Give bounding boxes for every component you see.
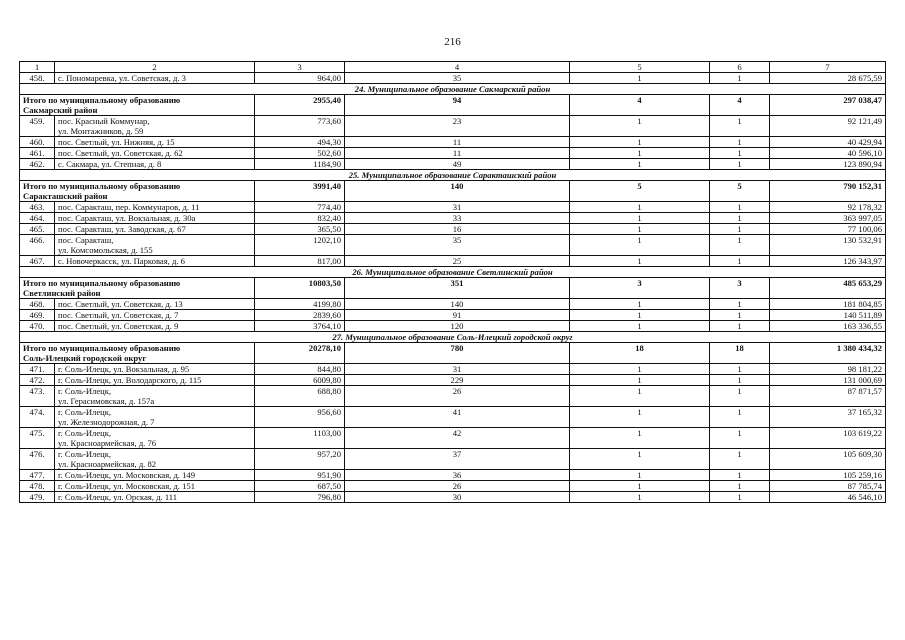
address-line: ул. Комсомольская, д. 155 [58,245,153,255]
count-cell: 1 [710,449,770,470]
address-line: г. Соль-Илецк, ул. Вокзальная, д. 95 [58,364,190,374]
address-line: г. Соль-Илецк, [58,407,112,417]
address-cell [55,73,255,84]
address-cell [55,235,255,256]
address-line: пос. Саракташ, [58,235,114,245]
buildings-cell: 1 [570,235,710,256]
buildings-cell: 1 [570,449,710,470]
buildings-cell: 1 [570,148,710,159]
row-number: 469. [20,310,55,321]
table-row [20,375,886,386]
area-cell: 688,80 [255,386,345,407]
address-line: с. Пономаревка, ул. Советская, д. 3 [58,73,186,83]
area-cell: 773,60 [255,116,345,137]
cost-cell: 28 675,59 [770,73,886,84]
address-cell [55,321,255,332]
count-cell: 1 [710,235,770,256]
cost-cell: 181 804,85 [770,299,886,310]
address-cell [55,137,255,148]
total-label-line: Итого по муниципальному образованию [23,181,181,191]
table-row [20,224,886,235]
column-number: 6 [710,62,770,73]
section-title: 26. Муниципальное образование Светлинский район [20,267,886,278]
table-row [20,428,886,449]
address-line: пос. Светлый, ул. Нижняя, д. 15 [58,137,175,147]
total-area: 10803,50 [255,278,345,299]
address-line: с. Сакмара, ул. Степная, д. 8 [58,159,162,169]
address-cell [55,202,255,213]
buildings-cell: 1 [570,470,710,481]
cost-cell: 363 997,05 [770,213,886,224]
section-header-row [20,84,886,95]
table-row [20,116,886,137]
area-cell: 956,60 [255,407,345,428]
residents-cell: 11 [345,137,570,148]
address-cell [55,213,255,224]
address-line: с. Новочеркасск, ул. Парковая, д. 6 [58,256,185,266]
total-residents: 351 [345,278,570,299]
table-row [20,492,886,503]
total-label [20,278,255,299]
cost-cell: 126 343,97 [770,256,886,267]
area-cell: 1184,90 [255,159,345,170]
page-number: 216 [444,36,461,48]
table-row [20,407,886,428]
count-cell: 1 [710,470,770,481]
address-line: пос. Саракташ, пер. Коммунаров, д. 11 [58,202,200,212]
area-cell: 687,50 [255,481,345,492]
buildings-cell: 1 [570,202,710,213]
total-label-line: Светлинский район [23,288,101,298]
address-line: ул. Герасимовская, д. 157а [58,396,155,406]
address-cell [55,375,255,386]
column-number: 4 [345,62,570,73]
area-cell: 1103,00 [255,428,345,449]
table-row [20,481,886,492]
row-number: 472. [20,375,55,386]
address-line: пос. Саракташ, ул. Вокзальная, д. 30а [58,213,196,223]
total-label [20,181,255,202]
area-cell: 3764,10 [255,321,345,332]
address-cell [55,364,255,375]
address-cell [55,481,255,492]
residents-cell: 31 [345,364,570,375]
table-row [20,137,886,148]
cost-cell: 46 546,10 [770,492,886,503]
row-number: 465. [20,224,55,235]
area-cell: 1202,10 [255,235,345,256]
buildings-cell: 1 [570,492,710,503]
table-row [20,202,886,213]
residents-cell: 91 [345,310,570,321]
address-line: г. Соль-Илецк, [58,386,112,396]
total-buildings: 18 [570,343,710,364]
table-row [20,299,886,310]
count-cell: 1 [710,116,770,137]
total-cost: 790 152,31 [770,181,886,202]
count-cell: 1 [710,492,770,503]
address-cell [55,224,255,235]
cost-cell: 87 871,57 [770,386,886,407]
cost-cell: 105 609,30 [770,449,886,470]
row-number: 478. [20,481,55,492]
address-line: г. Соль-Илецк, ул. Московская, д. 149 [58,470,195,480]
area-cell: 6009,80 [255,375,345,386]
total-area: 3991,40 [255,181,345,202]
total-row [20,181,886,202]
total-label-line: Итого по муниципальному образованию [23,343,181,353]
cost-cell: 77 100,06 [770,224,886,235]
row-number: 464. [20,213,55,224]
residents-cell: 11 [345,148,570,159]
total-cost: 1 380 434,32 [770,343,886,364]
address-cell [55,310,255,321]
total-row [20,278,886,299]
count-cell: 1 [710,148,770,159]
row-number: 473. [20,386,55,407]
total-label-line: Итого по муниципальному образованию [23,95,181,105]
table-row [20,449,886,470]
cost-cell: 105 259,16 [770,470,886,481]
address-cell [55,492,255,503]
total-count: 18 [710,343,770,364]
section-header-row [20,170,886,181]
cost-cell: 131 000,69 [770,375,886,386]
total-buildings: 4 [570,95,710,116]
count-cell: 1 [710,407,770,428]
area-cell: 502,60 [255,148,345,159]
buildings-cell: 1 [570,116,710,137]
residents-cell: 35 [345,235,570,256]
table-row [20,470,886,481]
column-number: 3 [255,62,345,73]
total-count: 5 [710,181,770,202]
row-number: 475. [20,428,55,449]
address-cell [55,299,255,310]
registry-table [19,61,886,503]
residents-cell: 31 [345,202,570,213]
column-number-row [20,62,886,73]
total-label [20,95,255,116]
area-cell: 494,30 [255,137,345,148]
address-line: г. Соль-Илецк, [58,449,112,459]
table-row [20,73,886,84]
buildings-cell: 1 [570,321,710,332]
address-cell [55,148,255,159]
row-number: 466. [20,235,55,256]
address-cell [55,428,255,449]
address-line: пос. Светлый, ул. Советская, д. 62 [58,148,183,158]
residents-cell: 23 [345,116,570,137]
residents-cell: 42 [345,428,570,449]
area-cell: 774,40 [255,202,345,213]
address-cell [55,470,255,481]
count-cell: 1 [710,137,770,148]
residents-cell: 33 [345,213,570,224]
total-area: 20278,10 [255,343,345,364]
count-cell: 1 [710,256,770,267]
area-cell: 2839,60 [255,310,345,321]
cost-cell: 40 596,10 [770,148,886,159]
row-number: 459. [20,116,55,137]
cost-cell: 98 181,22 [770,364,886,375]
table-row [20,159,886,170]
count-cell: 1 [710,321,770,332]
address-line: г. Соль-Илецк, [58,428,112,438]
count-cell: 1 [710,299,770,310]
address-line: пос. Светлый, ул. Советская, д. 13 [58,299,183,309]
cost-cell: 87 785,74 [770,481,886,492]
area-cell: 964,00 [255,73,345,84]
residents-cell: 140 [345,299,570,310]
cost-cell: 163 336,55 [770,321,886,332]
cost-cell: 140 511,89 [770,310,886,321]
residents-cell: 37 [345,449,570,470]
count-cell: 1 [710,428,770,449]
count-cell: 1 [710,213,770,224]
row-number: 474. [20,407,55,428]
column-number: 1 [20,62,55,73]
total-area: 2955,40 [255,95,345,116]
address-cell [55,159,255,170]
address-line: г. Соль-Илецк, ул. Володарского, д. 115 [58,375,202,385]
count-cell: 1 [710,73,770,84]
total-cost: 297 038,47 [770,95,886,116]
count-cell: 1 [710,224,770,235]
row-number: 462. [20,159,55,170]
table-row [20,213,886,224]
section-header-row [20,267,886,278]
column-number: 5 [570,62,710,73]
residents-cell: 41 [345,407,570,428]
cost-cell: 37 165,32 [770,407,886,428]
address-line: пос. Светлый, ул. Советская, д. 9 [58,321,179,331]
table-row [20,235,886,256]
count-cell: 1 [710,375,770,386]
row-number: 461. [20,148,55,159]
total-residents: 780 [345,343,570,364]
total-buildings: 5 [570,181,710,202]
column-number: 2 [55,62,255,73]
row-number: 471. [20,364,55,375]
buildings-cell: 1 [570,310,710,321]
residents-cell: 36 [345,470,570,481]
cost-cell: 103 619,22 [770,428,886,449]
residents-cell: 35 [345,73,570,84]
row-number: 476. [20,449,55,470]
cost-cell: 40 429,94 [770,137,886,148]
table-row [20,386,886,407]
row-number: 458. [20,73,55,84]
section-header-row [20,332,886,343]
row-number: 468. [20,299,55,310]
total-row [20,343,886,364]
address-line: г. Соль-Илецк, ул. Московская, д. 151 [58,481,195,491]
total-label-line: Сакмарский район [23,105,98,115]
buildings-cell: 1 [570,299,710,310]
row-number: 463. [20,202,55,213]
total-count: 3 [710,278,770,299]
area-cell: 365,50 [255,224,345,235]
residents-cell: 229 [345,375,570,386]
buildings-cell: 1 [570,386,710,407]
total-cost: 485 653,29 [770,278,886,299]
buildings-cell: 1 [570,407,710,428]
address-line: г. Соль-Илецк, ул. Орская, д. 111 [58,492,178,502]
address-line: пос. Саракташ, ул. Заводская, д. 67 [58,224,186,234]
address-line: ул. Красноармейская, д. 82 [58,459,157,469]
count-cell: 1 [710,364,770,375]
table-body [20,62,886,503]
row-number: 477. [20,470,55,481]
buildings-cell: 1 [570,364,710,375]
address-line: пос. Красный Коммунар, [58,116,150,126]
area-cell: 844,80 [255,364,345,375]
address-line: ул. Железнодорожная, д. 7 [58,417,155,427]
area-cell: 817,00 [255,256,345,267]
area-cell: 951,90 [255,470,345,481]
total-residents: 94 [345,95,570,116]
total-count: 4 [710,95,770,116]
cost-cell: 130 532,91 [770,235,886,256]
residents-cell: 30 [345,492,570,503]
count-cell: 1 [710,159,770,170]
residents-cell: 26 [345,386,570,407]
buildings-cell: 1 [570,159,710,170]
address-cell [55,116,255,137]
row-number: 479. [20,492,55,503]
row-number: 460. [20,137,55,148]
buildings-cell: 1 [570,256,710,267]
residents-cell: 16 [345,224,570,235]
total-residents: 140 [345,181,570,202]
table-row [20,364,886,375]
residents-cell: 26 [345,481,570,492]
residents-cell: 49 [345,159,570,170]
total-label-line: Соль-Илецкий городской округ [23,353,147,363]
total-label-line: Саракташский район [23,191,108,201]
address-cell [55,386,255,407]
total-label [20,343,255,364]
section-title: 27. Муниципальное образование Соль-Илецкий городской округ [20,332,886,343]
buildings-cell: 1 [570,481,710,492]
cost-cell: 92 178,32 [770,202,886,213]
count-cell: 1 [710,386,770,407]
area-cell: 957,20 [255,449,345,470]
section-title: 24. Муниципальное образование Сакмарский район [20,84,886,95]
total-buildings: 3 [570,278,710,299]
buildings-cell: 1 [570,428,710,449]
table-row [20,148,886,159]
table-row [20,321,886,332]
table-row [20,310,886,321]
count-cell: 1 [710,202,770,213]
buildings-cell: 1 [570,375,710,386]
buildings-cell: 1 [570,224,710,235]
residents-cell: 120 [345,321,570,332]
area-cell: 4199,80 [255,299,345,310]
address-line: ул. Красноармейская, д. 76 [58,438,157,448]
buildings-cell: 1 [570,213,710,224]
address-cell [55,256,255,267]
address-cell [55,407,255,428]
row-number: 467. [20,256,55,267]
area-cell: 832,40 [255,213,345,224]
address-cell [55,449,255,470]
section-title: 25. Муниципальное образование Саракташский район [20,170,886,181]
area-cell: 796,80 [255,492,345,503]
table-row [20,256,886,267]
address-line: ул. Монтажников, д. 59 [58,126,144,136]
total-row [20,95,886,116]
total-label-line: Итого по муниципальному образованию [23,278,181,288]
buildings-cell: 1 [570,73,710,84]
row-number: 470. [20,321,55,332]
count-cell: 1 [710,481,770,492]
count-cell: 1 [710,310,770,321]
cost-cell: 92 121,49 [770,116,886,137]
column-number: 7 [770,62,886,73]
residents-cell: 25 [345,256,570,267]
cost-cell: 123 890,94 [770,159,886,170]
buildings-cell: 1 [570,137,710,148]
address-line: пос. Светлый, ул. Советская, д. 7 [58,310,179,320]
